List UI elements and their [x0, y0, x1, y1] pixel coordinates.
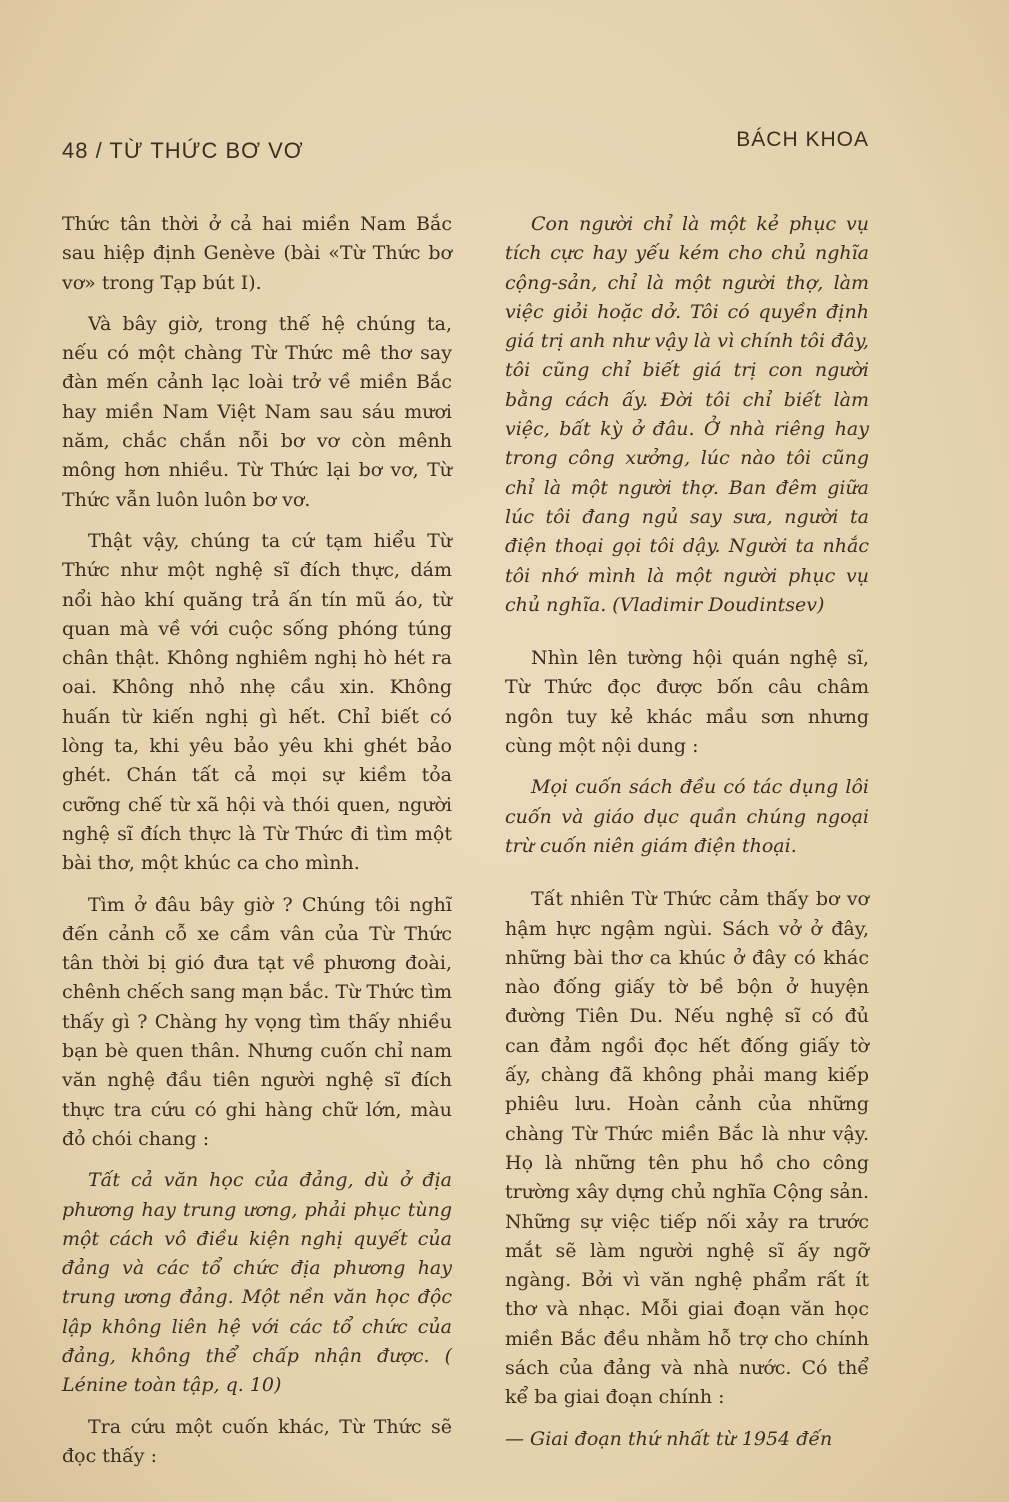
section-start: — Giai đoạn thứ nhất từ 1954 đến — [505, 1427, 833, 1450]
paragraph: Thật vậy, chúng ta cứ tạm hiểu Từ Thức như một nghệ sĩ đích thực, dám nổi hào khí quăng trả ấn tín mũ áo, từ quan mà về với cuộc sống phóng túng chân thật. Không nghiêm nghị hò hét ra oai. Không nhỏ nhẹ cầu xin. Không huấn từ kiến nghị gì hết. Chỉ biết có lòng ta, khi yêu bảo yêu khi ghét bảo ghét. Chán tất cả mọi sự kiềm tỏa cưỡng chế từ xã hội và thói quen, người nghệ sĩ đích thực là Từ Thức đi tìm một bài thơ, một khúc ca cho mình. — [62, 529, 452, 875]
page-header — [62, 128, 869, 168]
quotation: Mọi cuốn sách đều có tác dụng lôi cuốn và giáo dục quần chúng ngoại trừ cuốn niên giám điện thoại. — [505, 776, 869, 857]
right-column — [505, 210, 869, 1466]
quotation: Con người chỉ là một kẻ phục vụ tích cực hay yếu kém cho chủ nghĩa cộng-sản, chỉ là một người thợ, làm việc giỏi hoặc dở. Tôi có quyền định giá trị anh như vậy là vì chính tôi đây, tôi cũng chỉ biết giá trị con người bằng cách ấy. Đời tôi chỉ biết làm việc, bất kỳ ở đâu. Ở nhà riêng hay trong công xưởng, lúc nào tôi cũng chỉ là một người thợ. Ban đêm giữa lúc tôi đang ngủ say sưa, người ta điện thoại gọi tôi dậy. Người ta nhắc tôi nhớ mình là một người phục vụ chủ nghĩa. (Vladimir Doudintsev) — [505, 213, 869, 616]
left-column — [62, 210, 452, 1483]
paragraph: Và bây giờ, trong thế hệ chúng ta, nếu có một chàng Từ Thức mê thơ say đàn mến cảnh lạc loài trở về miền Bắc hay miền Nam Việt Nam sau sáu mươi năm, chắc chắn nỗi bơ vơ còn mênh mông hơn nhiều. Từ Thức lại bơ vơ, Từ Thức vẫn luôn luôn bơ vơ. — [62, 312, 452, 511]
page-number-title: 48 / TỪ THỨC BƠ VƠ — [62, 138, 304, 163]
paragraph: Tra cứu một cuốn khác, Từ Thức sẽ đọc thấy : — [62, 1415, 452, 1467]
paragraph: Tất nhiên Từ Thức cảm thấy bơ vơ hậm hực ngậm ngùi. Sách vở ở đây, những bài thơ ca khúc ở đây có khác nào đống giấy tờ bề bộn ở huyện đường Tiên Du. Nếu nghệ sĩ có đủ can đảm ngồi đọc hết đống giấy tờ ấy, chàng đã không phải mang kiếp phiêu lưu. Hoàn cảnh của những chàng Từ Thức miền Bắc là như vậy. Họ là những tên phu hồ cho công trường xây dựng chủ nghĩa Cộng sản. Những sự việc tiếp nối xảy ra trước mắt sẽ làm người nghệ sĩ ấy ngỡ ngàng. Bởi vì văn nghệ phẩm rất ít thơ và nhạc. Mỗi giai đoạn văn học miền Bắc đều nhằm hỗ trợ cho chính sách của đảng và nhà nước. Có thể kể ba giai đoạn chính : — [505, 888, 869, 1409]
paragraph: Thức tân thời ở cả hai miền Nam Bắc sau hiệp định Genève (bài «Từ Thức bơ vơ» trong Tạp bút I). — [62, 213, 452, 294]
quotation: Tất cả văn học của đảng, dù ở địa phương hay trung ương, phải phục tùng một cách vô điều kiện nghị quyết của đảng và các tổ chức địa phương hay trung ương đảng. Một nền văn học độc lập không liên hệ với các tổ chức của đảng, không thể chấp nhận được. ( Lénine toàn tập, q. 10) — [62, 1169, 452, 1397]
paragraph: Nhìn lên tường hội quán nghệ sĩ, Từ Thức đọc được bốn câu châm ngôn tuy kẻ khác mầu sơn nhưng cùng một nội dung : — [505, 647, 869, 758]
magazine-name: BÁCH KHOA — [736, 128, 869, 151]
paragraph: Tìm ở đâu bây giờ ? Chúng tôi nghĩ đến cảnh cỗ xe cầm vân của Từ Thức tân thời bị gió đưa tạt về phương đoài, chênh chếch sang mạn bắc. Từ Thức tìm thấy gì ? Chàng hy vọng tìm thấy nhiều bạn bè quen thân. Nhưng cuốn chỉ nam văn nghệ đầu tiên người nghệ sĩ đích thực tra cứu có ghi hàng chữ lớn, màu đỏ chói chang : — [62, 893, 452, 1150]
